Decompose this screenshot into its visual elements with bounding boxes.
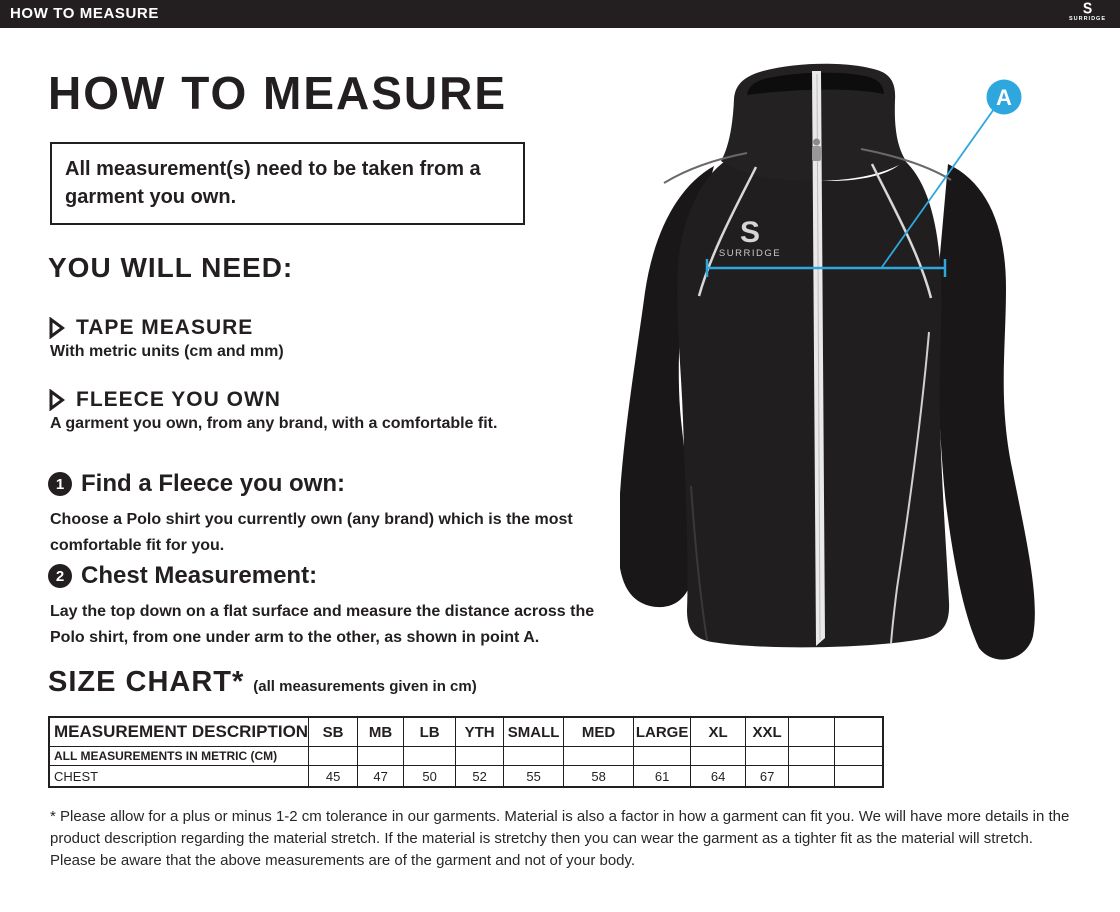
column-header: MEASUREMENT DESCRIPTION bbox=[49, 717, 309, 747]
jacket-logo-text: SURRIDGE bbox=[718, 248, 782, 259]
table-cell bbox=[564, 747, 634, 766]
step-title: Chest Measurement: bbox=[81, 562, 318, 589]
fleece-jacket-image bbox=[620, 36, 1120, 736]
column-header: MB bbox=[358, 717, 404, 747]
table-cell: 67 bbox=[746, 766, 789, 788]
need-item-description: A garment you own, from any brand, with a comfortable fit. bbox=[50, 415, 498, 432]
surridge-logo-s-icon: S bbox=[1082, 0, 1093, 18]
need-item-label: FLEECE YOU OWN bbox=[76, 388, 281, 411]
column-header: SMALL bbox=[504, 717, 564, 747]
step-number-badge: 2 bbox=[48, 564, 72, 588]
column-header: XL bbox=[691, 717, 746, 747]
size-chart-subtitle: (all measurements given in cm) bbox=[253, 678, 477, 695]
size-chart-heading bbox=[48, 666, 477, 699]
step-title: Find a Fleece you own: bbox=[81, 470, 346, 497]
table-cell bbox=[358, 747, 404, 766]
table-cell bbox=[504, 747, 564, 766]
step-number-badge: 1 bbox=[48, 472, 72, 496]
zip-pull bbox=[812, 146, 821, 161]
table-cell: 58 bbox=[564, 766, 634, 788]
step-1 bbox=[48, 470, 595, 558]
table-cell bbox=[789, 766, 835, 788]
surridge-logo-text: SURRIDGE bbox=[1068, 16, 1106, 22]
page-title: HOW TO MEASURE bbox=[48, 67, 508, 119]
column-header: XXL bbox=[746, 717, 789, 747]
top-bar bbox=[0, 0, 1120, 28]
table-cell: 47 bbox=[358, 766, 404, 788]
table-cell: 52 bbox=[456, 766, 504, 788]
table-row bbox=[49, 747, 883, 766]
zip-pull-ring bbox=[813, 139, 820, 146]
table-cell bbox=[309, 747, 358, 766]
size-chart-title: SIZE CHART* bbox=[48, 666, 245, 698]
table-cell bbox=[835, 747, 883, 766]
table-cell: 64 bbox=[691, 766, 746, 788]
jacket-logo-s-icon: S bbox=[739, 216, 761, 249]
column-header: LB bbox=[404, 717, 456, 747]
step-description: Lay the top down on a flat surface and measure the distance across the Polo shirt, from one under arm to the other, as shown in point A. bbox=[50, 603, 595, 646]
column-header: MED bbox=[564, 717, 634, 747]
table-row bbox=[49, 766, 883, 788]
step-2 bbox=[48, 562, 595, 650]
table-cell: 61 bbox=[634, 766, 691, 788]
garment-figure bbox=[620, 36, 1120, 736]
row-label: CHEST bbox=[49, 766, 309, 788]
marker-a-label: A bbox=[996, 85, 1012, 110]
need-item-fleece bbox=[48, 388, 497, 433]
top-bar-title: HOW TO MEASURE bbox=[10, 5, 159, 22]
table-cell bbox=[634, 747, 691, 766]
table-cell bbox=[746, 747, 789, 766]
triangle-bullet-icon bbox=[48, 389, 65, 411]
triangle-bullet-icon bbox=[48, 317, 65, 339]
table-cell bbox=[835, 766, 883, 788]
column-header: SB bbox=[309, 717, 358, 747]
surridge-logo bbox=[1069, 1, 1106, 23]
row-label: ALL MEASUREMENTS IN METRIC (CM) bbox=[49, 747, 309, 766]
measurement-notice: All measurement(s) need to be taken from a garment you own. bbox=[50, 142, 525, 225]
tolerance-footnote: * Please allow for a plus or minus 1-2 cm tolerance in our garments. Material is also a factor in how a garment can fit you. We will have more details in the product description regarding the material stretch. If the material is stretchy then you can wear the garment as a tighter fit as the material will stretch. Please be aware that the above measurements are of the garment and not of your body. bbox=[50, 808, 1070, 869]
table-cell bbox=[404, 747, 456, 766]
need-item-tape-measure bbox=[48, 316, 284, 361]
table-cell: 50 bbox=[404, 766, 456, 788]
table-cell bbox=[456, 747, 504, 766]
table-cell bbox=[691, 747, 746, 766]
table-cell: 55 bbox=[504, 766, 564, 788]
step-description: Choose a Polo shirt you currently own (any brand) which is the most comfortable fit for you. bbox=[50, 511, 573, 554]
column-header: LARGE bbox=[634, 717, 691, 747]
table-cell bbox=[789, 747, 835, 766]
need-item-label: TAPE MEASURE bbox=[76, 316, 254, 339]
jacket-right-sleeve bbox=[936, 164, 1035, 660]
need-item-description: With metric units (cm and mm) bbox=[50, 343, 284, 360]
table-cell: 45 bbox=[309, 766, 358, 788]
you-will-need-heading: YOU WILL NEED: bbox=[48, 252, 294, 283]
column-header: YTH bbox=[456, 717, 504, 747]
